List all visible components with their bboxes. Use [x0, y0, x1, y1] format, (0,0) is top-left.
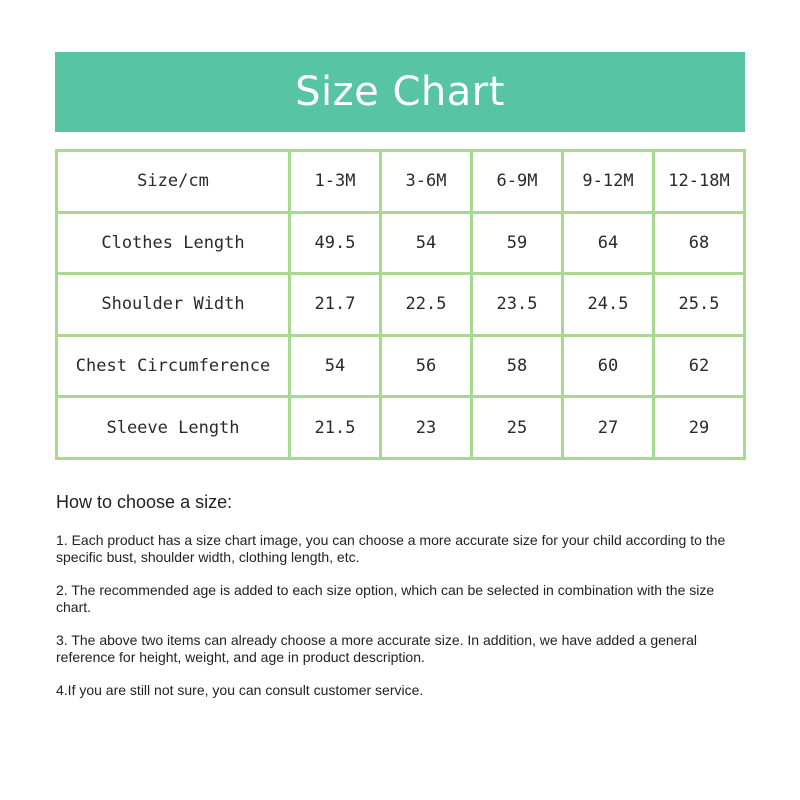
header-cell-1-3m: 1-3M	[290, 151, 381, 213]
table-cell: 24.5	[563, 274, 654, 336]
table-cell: 54	[381, 212, 472, 274]
header-cell-12-18m: 12-18M	[654, 151, 745, 213]
header-cell-size: Size/cm	[57, 151, 290, 213]
guide-item-2: 2. The recommended age is added to each size option, which can be selected in combination with the size chart.	[56, 582, 715, 615]
guide-item-1: 1. Each product has a size chart image, you can choose a more accurate size for your child according to the specific bust, shoulder width, clothing length, etc.	[56, 532, 726, 565]
table-cell: 58	[472, 335, 563, 397]
table-cell: 56	[381, 335, 472, 397]
table-row-sleeve-length	[57, 397, 745, 459]
table-row-shoulder-width	[57, 274, 745, 336]
table-cell: 23.5	[472, 274, 563, 336]
guide-item-3: 3. The above two items can already choose a more accurate size. In addition, we have added a general reference for height, weight, and age in product description.	[56, 632, 698, 665]
table-cell: 54	[290, 335, 381, 397]
header-cell-6-9m: 6-9M	[472, 151, 563, 213]
table-row-clothes-length	[57, 212, 745, 274]
table-cell: 68	[654, 212, 745, 274]
table-cell: 64	[563, 212, 654, 274]
table-row-chest-circumference	[57, 335, 745, 397]
table-cell: 23	[381, 397, 472, 459]
row-label: Sleeve Length	[57, 397, 290, 459]
header-cell-3-6m: 3-6M	[381, 151, 472, 213]
table-cell: 59	[472, 212, 563, 274]
row-label: Chest Circumference	[57, 335, 290, 397]
header-cell-9-12m: 9-12M	[563, 151, 654, 213]
table-cell: 25.5	[654, 274, 745, 336]
table-cell: 62	[654, 335, 745, 397]
table-cell: 49.5	[290, 212, 381, 274]
row-label: Clothes Length	[57, 212, 290, 274]
guide-title: How to choose a size:	[56, 492, 233, 512]
table-cell: 21.7	[290, 274, 381, 336]
row-label: Shoulder Width	[57, 274, 290, 336]
table-cell: 21.5	[290, 397, 381, 459]
table-cell: 60	[563, 335, 654, 397]
table-cell: 27	[563, 397, 654, 459]
table-cell: 29	[654, 397, 745, 459]
size-guide	[56, 490, 746, 715]
guide-item-4: 4.If you are still not sure, you can consult customer service.	[56, 682, 424, 698]
page-title: Size Chart	[295, 69, 505, 115]
size-chart-banner	[55, 52, 745, 132]
table-cell: 22.5	[381, 274, 472, 336]
size-table	[55, 149, 746, 460]
table-cell: 25	[472, 397, 563, 459]
table-header-row	[57, 151, 745, 213]
